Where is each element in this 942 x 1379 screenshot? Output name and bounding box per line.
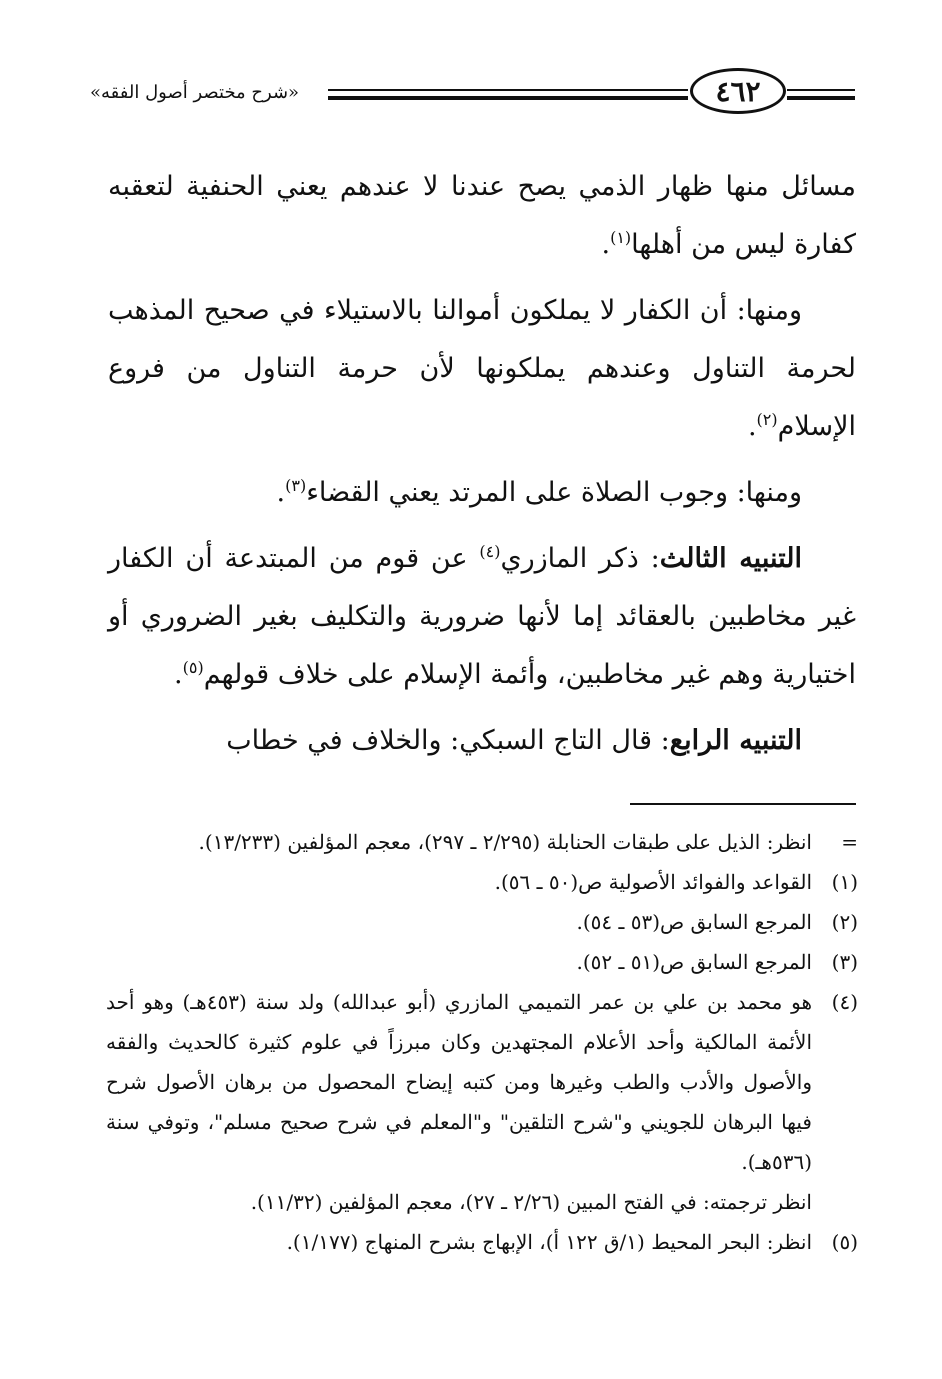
header-rule — [328, 89, 688, 91]
footnote-text: القواعد والفوائد الأصولية ص(٥٠ ـ ٥٦). — [494, 870, 812, 894]
footnote-text: انظر: الذيل على طبقات الحنابلة (٢/٢٩٥ ـ ٢٩٧)، معجم المؤلفين (١٣/٢٣٣). — [198, 830, 812, 854]
footnote-text: هو محمد بن علي بن عمر التميمي المازري (أبو عبدالله) ولد سنة (٤٥٣هـ) وهو أحد الأئمة المالكية وأحد الأعلام المجتهدين وكان مبرزاً في علوم كثيرة كالحديث والفقه والأصول والأدب والطب وغيرها ومن كتبه إيضاح المحصول من برهان الأصول شرح فيها البرهان للجويني و"شرح التلقين" و"المعلم في شرح صحيح مسلم"، وتوفي سنة (٥٣٦هـ). — [106, 990, 812, 1174]
footnotes — [106, 822, 858, 1262]
footnote-ref: (٤) — [479, 542, 501, 561]
footnote — [106, 982, 858, 1182]
paragraph: التنبيه الثالث: ذكر المازري$^{(٤)}$ عن قوم من المبتدعة أن الكفار غير مخاطبين بالعقائد إما لأنها ضرورية والتكليف بغير الضروري أو اختيارية وهم غير مخاطبين، وأئمة الإسلام على خلاف قولهم$^{(٥)}$. — [108, 542, 856, 690]
paragraph-text: : ذكر المازري — [500, 543, 660, 574]
header-rule — [787, 96, 855, 100]
running-title: «شرح مختصر أصول الفقه» — [90, 82, 300, 103]
footnote-marker: (٣) — [831, 950, 858, 974]
paragraph-text: : قال التاج السبكي: والخلاف في خطاب — [226, 725, 670, 756]
paragraph-text: ومنها: وجوب الصلاة على المرتد يعني القضاء — [306, 477, 802, 508]
paragraph: مسائل منها ظهار الذمي يصح عندنا لا عندهم يعني الحنفية لتعقبه كفارة ليس من أهلها$^{(١)}$. — [108, 171, 856, 260]
footnote — [106, 942, 858, 982]
section-heading: التنبيه الرابع — [669, 725, 802, 756]
footnote-ref: (٣) — [285, 476, 307, 495]
footnote-subtext: انظر ترجمته: في الفتح المبين (٢/٢٦ ـ ٢٧)، معجم المؤلفين (١١/٣٢). — [250, 1190, 812, 1214]
footnote-text: المرجع السابق ص(٥٣ ـ ٥٤). — [576, 910, 812, 934]
footnote-marker: (١) — [831, 870, 858, 894]
footnote-marker: (٤) — [831, 990, 858, 1014]
paragraph-text: عن قوم من المبتدعة أن الكفار غير مخاطبين بالعقائد إما لأنها ضرورية والتكليف بغير الضروري أو اختيارية وهم غير مخاطبين، وأئمة الإسلام على خلاف قولهم — [108, 543, 856, 690]
footnote-ref: (١) — [610, 228, 632, 247]
footnote-separator — [630, 803, 856, 805]
section-heading: التنبيه الثالث — [659, 543, 802, 574]
footnote — [106, 862, 858, 902]
main-text — [108, 158, 856, 778]
footnote-continuation — [106, 822, 858, 862]
paragraph — [108, 712, 856, 770]
footnote — [106, 1222, 858, 1262]
footnote-text: المرجع السابق ص(٥١ ـ ٥٢). — [576, 950, 812, 974]
paragraph: ومنها: وجوب الصلاة على المرتد يعني القضاء$^{(٣)}$. — [276, 476, 802, 508]
footnote-ref: (٥) — [182, 658, 204, 677]
paragraph: ومنها: أن الكفار لا يملكون أموالنا بالاستيلاء في صحيح المذهب لحرمة التناول وعندهم يملكونها لأن حرمة التناول من فروع الإسلام$^{(٢)}$. — [108, 295, 856, 442]
footnote-text: انظر: البحر المحيط (١/ق ١٢٢ أ)، الإبهاج بشرح المنهاج (١/١٧٧). — [286, 1230, 812, 1254]
header-rule — [328, 96, 688, 100]
page-number: ٤٦٢ — [690, 68, 786, 114]
footnote-marker: (٢) — [831, 910, 858, 934]
header-rule — [787, 89, 855, 91]
footnote — [106, 902, 858, 942]
paragraph-text: مسائل منها ظهار الذمي يصح عندنا لا عندهم يعني الحنفية لتعقبه كفارة ليس من أهلها — [108, 171, 856, 260]
footnote-marker: (٥) — [831, 1230, 858, 1254]
footnote-marker: = — [841, 830, 858, 854]
footnote-ref: (٢) — [756, 410, 778, 429]
paragraph-text: ومنها: أن الكفار لا يملكون أموالنا بالاستيلاء في صحيح المذهب لحرمة التناول وعندهم يملكونها لأن حرمة التناول من فروع الإسلام — [108, 295, 856, 442]
